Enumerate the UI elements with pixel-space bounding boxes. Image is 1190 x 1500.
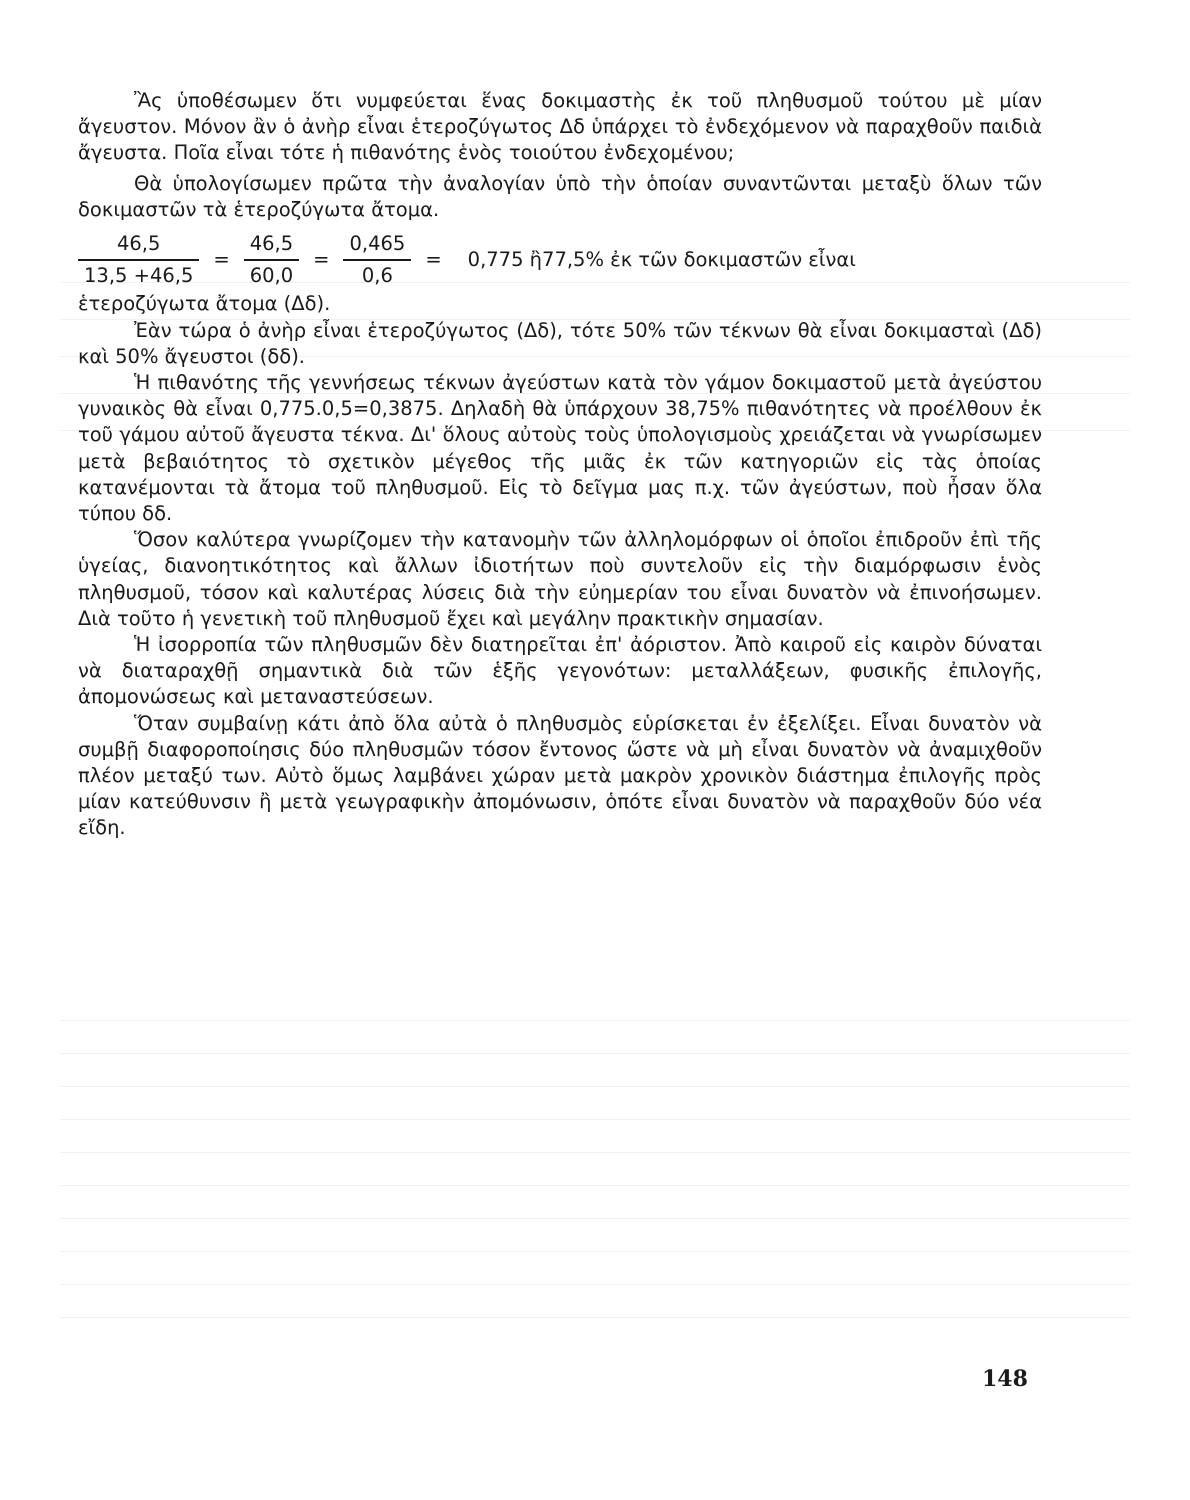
paragraph: Ἐὰν τώρα ὁ ἀνὴρ εἶναι ἑτεροζύγωτος (Δδ), τότε 50% τῶν τέκνων θὰ εἶναι δοκιμασταὶ (Δδ) καὶ 50% ἄγευστοι (δδ). — [78, 318, 1042, 368]
fraction-denominator: 0,6 — [361, 264, 393, 288]
page-number: 148 — [982, 1366, 1028, 1392]
ratio-equation — [78, 231, 1042, 289]
paragraph: ἑτεροζύγωτα ἄτομα (Δδ). — [78, 292, 331, 316]
fraction — [244, 231, 299, 289]
equals-sign: = — [313, 248, 330, 272]
fraction-denominator: 13,5 +46,5 — [84, 264, 194, 288]
page-body — [78, 88, 1042, 842]
paragraph: Θὰ ὑπολογίσωμεν πρῶτα τὴν ἀναλογίαν ὑπὸ τὴν ὁποίαν συναντῶνται μεταξὺ ὅλων τῶν δοκιμαστῶν τὰ ἑτεροζύγωτα ἄτομα. — [78, 171, 1042, 221]
paragraph: Ἡ πιθανότης τῆς γεννήσεως τέκνων ἀγεύστων κατὰ τὸν γάμον δοκιμαστοῦ μετὰ ἀγεύστου γυναικὸς θὰ εἶναι 0,775.0,5=0,3875. Δηλαδὴ θὰ ὑπάρχουν 38,75% πιθανότητες νὰ προέλθουν ἐκ τοῦ γάμου αὐτοῦ ἄγευστα τέκνα. Δι' ὅλους αὐτοὺς τοὺς ὑπολογισμοὺς χρειάζεται νὰ γνωρίσωμεν μετὰ βεβαιότητος τὸ σχετικὸν μέγεθος τῆς μιᾶς ἐκ τῶν κατηγοριῶν εἰς τὰς ὁποίας κατανέμονται τὰ ἄτομα τοῦ πληθυσμοῦ. Εἰς τὸ δεῖγμα μας π.χ. τῶν ἀγεύστων, ποὺ ἦσαν ὅλα τύπου δδ. — [78, 371, 1042, 526]
equals-sign: = — [213, 248, 230, 272]
fraction-numerator: 46,5 — [244, 231, 299, 261]
fraction-numerator: 46,5 — [78, 231, 199, 261]
fraction — [343, 231, 411, 289]
equals-sign: = — [425, 248, 442, 272]
paragraph: Ἡ ἰσορροπία τῶν πληθυσμῶν δὲν διατηρεῖται ἐπ' ἀόριστον. Ἀπὸ καιροῦ εἰς καιρὸν δύναται νὰ διαταραχθῇ σημαντικὰ διὰ τῶν ἑξῆς γεγονότων: μεταλλάξεων, φυσικῆς ἐπιλογῆς, ἀπομονώσεως καὶ μεταναστεύσεων. — [78, 633, 1042, 709]
fraction-denominator: 60,0 — [249, 264, 294, 288]
fraction — [78, 231, 199, 289]
paragraph: Ὅσον καλύτερα γνωρίζομεν τὴν κατανομὴν τῶν ἀλληλομόρφων οἱ ὁποῖοι ἐπιδροῦν ἐπὶ τῆς ὑγείας, διανοητικότητος καὶ ἄλλων ἰδιοτήτων ποὺ συντελοῦν εἰς τὴν διαμόρφωσιν ἑνὸς πληθυσμοῦ, τόσον καὶ καλυτέρας λύσεις διὰ τὴν εὐημερίαν του εἶναι δυνατὸν νὰ ἐπινοήσωμεν. Διὰ τοῦτο ἡ γενετικὴ τοῦ πληθυσμοῦ ἔχει καὶ μεγάλην πρακτικὴν σημασίαν. — [78, 528, 1042, 630]
fraction-numerator: 0,465 — [343, 231, 411, 261]
show-through-texture-lower — [60, 1000, 1130, 1330]
paragraph: Ἂς ὑποθέσωμεν ὅτι νυμφεύεται ἕνας δοκιμαστὴς ἐκ τοῦ πληθυσμοῦ τούτου μὲ μίαν ἄγευστον. Μόνον ἂν ὁ ἀνὴρ εἶναι ἑτεροζύγωτος Δδ ὑπάρχει τὸ ἐνδεχόμενον νὰ παραχθοῦν παιδιὰ ἄγευστα. Ποῖα εἶναι τότε ἡ πιθανότης ἑνὸς τοιούτου ἐνδεχομένου; — [78, 89, 1042, 165]
equation-result: 0,775 ἢ77,5% ἐκ τῶν δοκιμαστῶν εἶναι — [467, 248, 856, 272]
paragraph: Ὅταν συμβαίνῃ κάτι ἀπὸ ὅλα αὐτὰ ὁ πληθυσμὸς εὑρίσκεται ἐν ἐξελίξει. Εἶναι δυνατὸν νὰ συμβῇ διαφοροποίησις δύο πληθυσμῶν τόσον ἔντονος ὥστε νὰ μὴ εἶναι δυνατὸν νὰ ἀναμιχθοῦν πλέον μεταξύ των. Αὐτὸ ὅμως λαμβάνει χώραν μετὰ μακρὸν χρονικὸν διάστημα ἐπιλογῆς πρὸς μίαν κατεύθυνσιν ἢ μετὰ γεωγραφικὴν ἀπομόνωσιν, ὁπότε εἶναι δυνατὸν νὰ παραχθοῦν δύο νέα εἴδη. — [78, 711, 1042, 840]
